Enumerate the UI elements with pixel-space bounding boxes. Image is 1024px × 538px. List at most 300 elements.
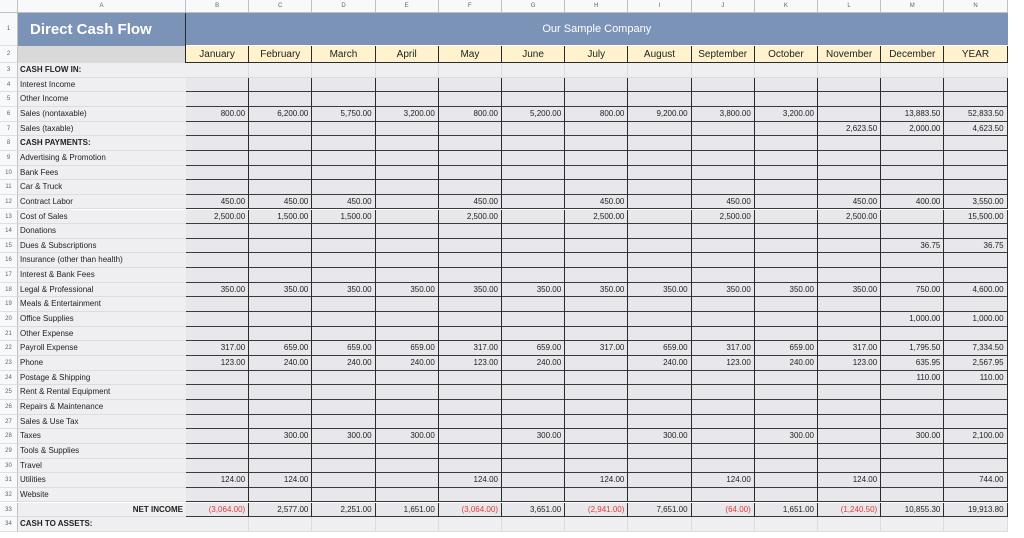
value-cell[interactable]: 2,623.50 [818,122,881,137]
value-cell[interactable] [755,253,818,268]
value-cell[interactable]: 1,795.50 [881,341,944,356]
value-cell[interactable] [565,166,628,181]
row-label[interactable]: Sales & Use Tax [18,415,186,430]
value-cell[interactable]: 1,000.00 [944,312,1007,327]
value-cell[interactable] [628,312,691,327]
value-cell[interactable] [376,195,439,210]
empty-cell[interactable] [312,517,375,532]
row-label[interactable]: Repairs & Maintenance [18,400,186,415]
value-cell[interactable] [312,122,375,137]
value-cell[interactable]: 3,200.00 [755,107,818,122]
value-cell[interactable] [502,415,565,430]
value-cell[interactable]: 300.00 [755,429,818,444]
value-cell[interactable] [944,415,1007,430]
value-cell[interactable]: 300.00 [881,429,944,444]
value-cell[interactable]: 10,855.30 [881,503,944,518]
value-cell[interactable] [312,166,375,181]
value-cell[interactable] [692,92,755,107]
empty-cell[interactable] [755,63,818,78]
value-cell[interactable]: (2,941.00) [565,503,628,518]
value-cell[interactable] [376,312,439,327]
row-header[interactable]: 6 [0,107,18,122]
value-cell[interactable] [881,253,944,268]
value-cell[interactable] [818,327,881,342]
value-cell[interactable] [376,166,439,181]
value-cell[interactable] [944,166,1007,181]
value-cell[interactable]: 659.00 [312,341,375,356]
value-cell[interactable] [755,180,818,195]
value-cell[interactable]: 52,833.50 [944,107,1007,122]
value-cell[interactable] [249,459,312,474]
value-cell[interactable]: 1,000.00 [881,312,944,327]
row-header[interactable]: 15 [0,239,18,254]
value-cell[interactable] [439,136,502,151]
value-cell[interactable] [565,459,628,474]
value-cell[interactable] [692,429,755,444]
value-cell[interactable] [439,429,502,444]
value-cell[interactable] [818,400,881,415]
row-label[interactable]: Insurance (other than health) [18,253,186,268]
value-cell[interactable]: 350.00 [502,283,565,298]
value-cell[interactable] [818,78,881,93]
value-cell[interactable]: 317.00 [439,341,502,356]
value-cell[interactable] [628,488,691,503]
row-label[interactable]: Meals & Entertainment [18,297,186,312]
value-cell[interactable] [881,327,944,342]
value-cell[interactable] [249,92,312,107]
value-cell[interactable]: 750.00 [881,283,944,298]
value-cell[interactable] [818,459,881,474]
value-cell[interactable] [628,78,691,93]
value-cell[interactable]: 36.75 [881,239,944,254]
value-cell[interactable] [249,151,312,166]
value-cell[interactable] [312,327,375,342]
value-cell[interactable]: 317.00 [186,341,249,356]
value-cell[interactable]: 450.00 [186,195,249,210]
value-cell[interactable] [249,400,312,415]
value-cell[interactable] [565,415,628,430]
row-label[interactable]: Website [18,488,186,503]
value-cell[interactable] [692,385,755,400]
row-header[interactable]: 7 [0,122,18,137]
value-cell[interactable] [944,385,1007,400]
value-cell[interactable] [944,92,1007,107]
value-cell[interactable]: 2,251.00 [312,503,375,518]
value-cell[interactable] [249,224,312,239]
value-cell[interactable]: 36.75 [944,239,1007,254]
value-cell[interactable] [439,488,502,503]
value-cell[interactable] [186,180,249,195]
value-cell[interactable] [186,371,249,386]
value-cell[interactable] [628,210,691,225]
empty-cell[interactable] [502,517,565,532]
value-cell[interactable] [439,92,502,107]
empty-cell[interactable] [818,63,881,78]
value-cell[interactable]: 2,100.00 [944,429,1007,444]
value-cell[interactable] [376,473,439,488]
value-cell[interactable] [818,136,881,151]
row-label[interactable]: Interest & Bank Fees [18,268,186,283]
value-cell[interactable] [565,400,628,415]
company-name[interactable]: Our Sample Company [186,13,1008,46]
value-cell[interactable] [502,136,565,151]
value-cell[interactable]: 659.00 [628,341,691,356]
row-label[interactable]: Advertising & Promotion [18,151,186,166]
value-cell[interactable] [818,488,881,503]
value-cell[interactable] [755,151,818,166]
value-cell[interactable] [565,297,628,312]
value-cell[interactable] [944,78,1007,93]
value-cell[interactable] [565,92,628,107]
row-label[interactable]: Contract Labor [18,195,186,210]
value-cell[interactable] [502,92,565,107]
row-header[interactable]: 19 [0,297,18,312]
value-cell[interactable] [692,488,755,503]
row-header[interactable]: 1 [0,13,18,46]
value-cell[interactable] [312,400,375,415]
value-cell[interactable]: 7,334.50 [944,341,1007,356]
row-header[interactable]: 26 [0,400,18,415]
row-header[interactable]: 24 [0,371,18,386]
value-cell[interactable] [312,473,375,488]
value-cell[interactable] [628,195,691,210]
value-cell[interactable]: 3,550.00 [944,195,1007,210]
value-cell[interactable] [881,473,944,488]
column-header-j[interactable]: J [692,0,755,13]
column-header-g[interactable]: G [502,0,565,13]
value-cell[interactable] [186,92,249,107]
row-header[interactable]: 3 [0,63,18,78]
value-cell[interactable] [755,78,818,93]
value-cell[interactable] [312,459,375,474]
row-label[interactable]: Other Income [18,92,186,107]
column-header-k[interactable]: K [755,0,818,13]
value-cell[interactable] [249,488,312,503]
month-header[interactable]: October [755,46,818,63]
value-cell[interactable]: 3,200.00 [376,107,439,122]
sheet-title[interactable]: Direct Cash Flow [18,13,186,46]
value-cell[interactable]: 5,750.00 [312,107,375,122]
value-cell[interactable] [881,78,944,93]
value-cell[interactable] [692,151,755,166]
value-cell[interactable] [881,400,944,415]
value-cell[interactable]: 400.00 [881,195,944,210]
value-cell[interactable]: 350.00 [755,283,818,298]
value-cell[interactable] [186,122,249,137]
row-label[interactable]: Interest Income [18,78,186,93]
value-cell[interactable]: 2,500.00 [186,210,249,225]
value-cell[interactable] [439,268,502,283]
row-label[interactable]: Rent & Rental Equipment [18,385,186,400]
row2-label-cell[interactable] [18,46,186,63]
value-cell[interactable] [628,151,691,166]
value-cell[interactable] [692,444,755,459]
row-header[interactable]: 4 [0,78,18,93]
row-label[interactable]: Bank Fees [18,166,186,181]
value-cell[interactable]: 350.00 [376,283,439,298]
value-cell[interactable] [249,268,312,283]
value-cell[interactable] [186,459,249,474]
row-label[interactable]: CASH TO ASSETS: [18,517,186,532]
value-cell[interactable] [628,415,691,430]
value-cell[interactable]: 110.00 [881,371,944,386]
empty-cell[interactable] [755,517,818,532]
value-cell[interactable] [249,166,312,181]
value-cell[interactable] [312,415,375,430]
value-cell[interactable] [692,371,755,386]
value-cell[interactable] [502,473,565,488]
value-cell[interactable] [249,444,312,459]
value-cell[interactable] [628,371,691,386]
value-cell[interactable] [565,122,628,137]
value-cell[interactable] [376,327,439,342]
select-all-corner[interactable] [0,0,18,13]
value-cell[interactable] [692,136,755,151]
empty-cell[interactable] [692,517,755,532]
value-cell[interactable]: 1,651.00 [755,503,818,518]
value-cell[interactable] [312,385,375,400]
value-cell[interactable]: 5,200.00 [502,107,565,122]
value-cell[interactable] [186,415,249,430]
row-label[interactable]: Other Expense [18,327,186,342]
value-cell[interactable] [439,224,502,239]
row-header[interactable]: 32 [0,488,18,503]
row-header[interactable]: 31 [0,473,18,488]
value-cell[interactable] [628,224,691,239]
column-header-f[interactable]: F [439,0,502,13]
value-cell[interactable] [186,488,249,503]
value-cell[interactable]: 2,500.00 [692,210,755,225]
row-header[interactable]: 21 [0,327,18,342]
value-cell[interactable] [692,459,755,474]
row-header[interactable]: 33 [0,503,18,518]
value-cell[interactable] [186,136,249,151]
value-cell[interactable]: 6,200.00 [249,107,312,122]
column-header-i[interactable]: I [628,0,691,13]
column-header-l[interactable]: L [818,0,881,13]
value-cell[interactable] [881,136,944,151]
row-header[interactable]: 13 [0,210,18,225]
value-cell[interactable] [628,473,691,488]
value-cell[interactable] [249,415,312,430]
value-cell[interactable] [439,444,502,459]
column-header-n[interactable]: N [944,0,1007,13]
value-cell[interactable] [944,180,1007,195]
row-label[interactable]: Travel [18,459,186,474]
empty-cell[interactable] [881,63,944,78]
value-cell[interactable] [502,297,565,312]
value-cell[interactable] [376,180,439,195]
value-cell[interactable] [565,429,628,444]
row-header[interactable]: 5 [0,92,18,107]
value-cell[interactable] [312,92,375,107]
value-cell[interactable] [439,385,502,400]
value-cell[interactable]: 123.00 [818,356,881,371]
value-cell[interactable] [502,444,565,459]
value-cell[interactable] [755,136,818,151]
value-cell[interactable]: 450.00 [439,195,502,210]
value-cell[interactable]: 2,500.00 [818,210,881,225]
month-header[interactable]: June [502,46,565,63]
value-cell[interactable] [439,459,502,474]
value-cell[interactable]: 7,651.00 [628,503,691,518]
value-cell[interactable]: 450.00 [565,195,628,210]
value-cell[interactable]: 124.00 [692,473,755,488]
month-header[interactable]: November [818,46,881,63]
value-cell[interactable] [376,78,439,93]
value-cell[interactable] [692,415,755,430]
month-header[interactable]: July [565,46,628,63]
column-header-m[interactable]: M [881,0,944,13]
row-header[interactable]: 22 [0,341,18,356]
row-header[interactable]: 10 [0,166,18,181]
value-cell[interactable] [692,297,755,312]
value-cell[interactable] [439,166,502,181]
value-cell[interactable]: 9,200.00 [628,107,691,122]
value-cell[interactable]: 659.00 [249,341,312,356]
value-cell[interactable] [755,224,818,239]
value-cell[interactable] [692,312,755,327]
value-cell[interactable] [376,371,439,386]
value-cell[interactable] [565,253,628,268]
value-cell[interactable]: 635.95 [881,356,944,371]
row-label[interactable]: Donations [18,224,186,239]
empty-cell[interactable] [692,63,755,78]
value-cell[interactable]: 300.00 [312,429,375,444]
value-cell[interactable] [818,312,881,327]
value-cell[interactable] [312,371,375,386]
value-cell[interactable] [565,224,628,239]
value-cell[interactable] [565,180,628,195]
value-cell[interactable] [376,385,439,400]
value-cell[interactable]: 2,000.00 [881,122,944,137]
value-cell[interactable] [186,312,249,327]
row-label[interactable]: Cost of Sales [18,210,186,225]
value-cell[interactable] [249,239,312,254]
value-cell[interactable] [439,371,502,386]
value-cell[interactable]: 800.00 [565,107,628,122]
month-header[interactable]: May [439,46,502,63]
value-cell[interactable] [502,122,565,137]
value-cell[interactable]: 317.00 [818,341,881,356]
empty-cell[interactable] [565,63,628,78]
value-cell[interactable] [944,297,1007,312]
value-cell[interactable]: 450.00 [692,195,755,210]
value-cell[interactable]: 1,651.00 [376,503,439,518]
row-label[interactable]: Legal & Professional [18,283,186,298]
row-header[interactable]: 8 [0,136,18,151]
row-header[interactable]: 28 [0,429,18,444]
value-cell[interactable] [186,253,249,268]
value-cell[interactable] [628,327,691,342]
month-header[interactable]: March [312,46,375,63]
row-label[interactable]: Postage & Shipping [18,371,186,386]
value-cell[interactable] [565,136,628,151]
value-cell[interactable] [818,268,881,283]
value-cell[interactable]: 350.00 [249,283,312,298]
row-header[interactable]: 30 [0,459,18,474]
value-cell[interactable] [186,400,249,415]
value-cell[interactable] [755,166,818,181]
value-cell[interactable] [439,122,502,137]
value-cell[interactable]: 350.00 [628,283,691,298]
row-header[interactable]: 29 [0,444,18,459]
value-cell[interactable]: 450.00 [818,195,881,210]
value-cell[interactable] [376,92,439,107]
value-cell[interactable] [312,297,375,312]
value-cell[interactable] [565,268,628,283]
value-cell[interactable] [881,444,944,459]
value-cell[interactable] [881,224,944,239]
value-cell[interactable]: 110.00 [944,371,1007,386]
value-cell[interactable] [186,385,249,400]
value-cell[interactable] [312,180,375,195]
value-cell[interactable] [755,415,818,430]
empty-cell[interactable] [502,63,565,78]
value-cell[interactable] [755,488,818,503]
value-cell[interactable]: 2,577.00 [249,503,312,518]
value-cell[interactable] [818,92,881,107]
value-cell[interactable] [502,78,565,93]
value-cell[interactable] [818,151,881,166]
value-cell[interactable] [818,297,881,312]
value-cell[interactable] [881,459,944,474]
value-cell[interactable] [249,180,312,195]
value-cell[interactable] [881,210,944,225]
value-cell[interactable]: 13,883.50 [881,107,944,122]
value-cell[interactable] [628,444,691,459]
value-cell[interactable]: 4,600.00 [944,283,1007,298]
row-label[interactable]: Tools & Supplies [18,444,186,459]
value-cell[interactable] [376,253,439,268]
value-cell[interactable] [249,297,312,312]
row-label[interactable]: Phone [18,356,186,371]
value-cell[interactable]: (1,240.50) [818,503,881,518]
value-cell[interactable] [502,312,565,327]
value-cell[interactable] [439,312,502,327]
empty-cell[interactable] [628,517,691,532]
value-cell[interactable] [249,122,312,137]
value-cell[interactable]: 123.00 [186,356,249,371]
value-cell[interactable] [755,312,818,327]
value-cell[interactable] [565,327,628,342]
month-header[interactable]: August [628,46,691,63]
value-cell[interactable] [818,385,881,400]
value-cell[interactable] [818,429,881,444]
empty-cell[interactable] [376,63,439,78]
month-header[interactable]: December [881,46,944,63]
value-cell[interactable] [502,224,565,239]
value-cell[interactable] [502,400,565,415]
column-header-h[interactable]: H [565,0,628,13]
value-cell[interactable] [881,268,944,283]
value-cell[interactable] [628,166,691,181]
value-cell[interactable] [692,268,755,283]
empty-cell[interactable] [944,63,1007,78]
value-cell[interactable] [944,268,1007,283]
value-cell[interactable] [755,195,818,210]
value-cell[interactable] [502,488,565,503]
value-cell[interactable] [565,312,628,327]
value-cell[interactable]: 300.00 [249,429,312,444]
value-cell[interactable]: 240.00 [755,356,818,371]
row-header[interactable]: 14 [0,224,18,239]
value-cell[interactable] [692,78,755,93]
value-cell[interactable] [502,327,565,342]
value-cell[interactable] [502,239,565,254]
value-cell[interactable] [502,166,565,181]
value-cell[interactable]: 2,500.00 [565,210,628,225]
